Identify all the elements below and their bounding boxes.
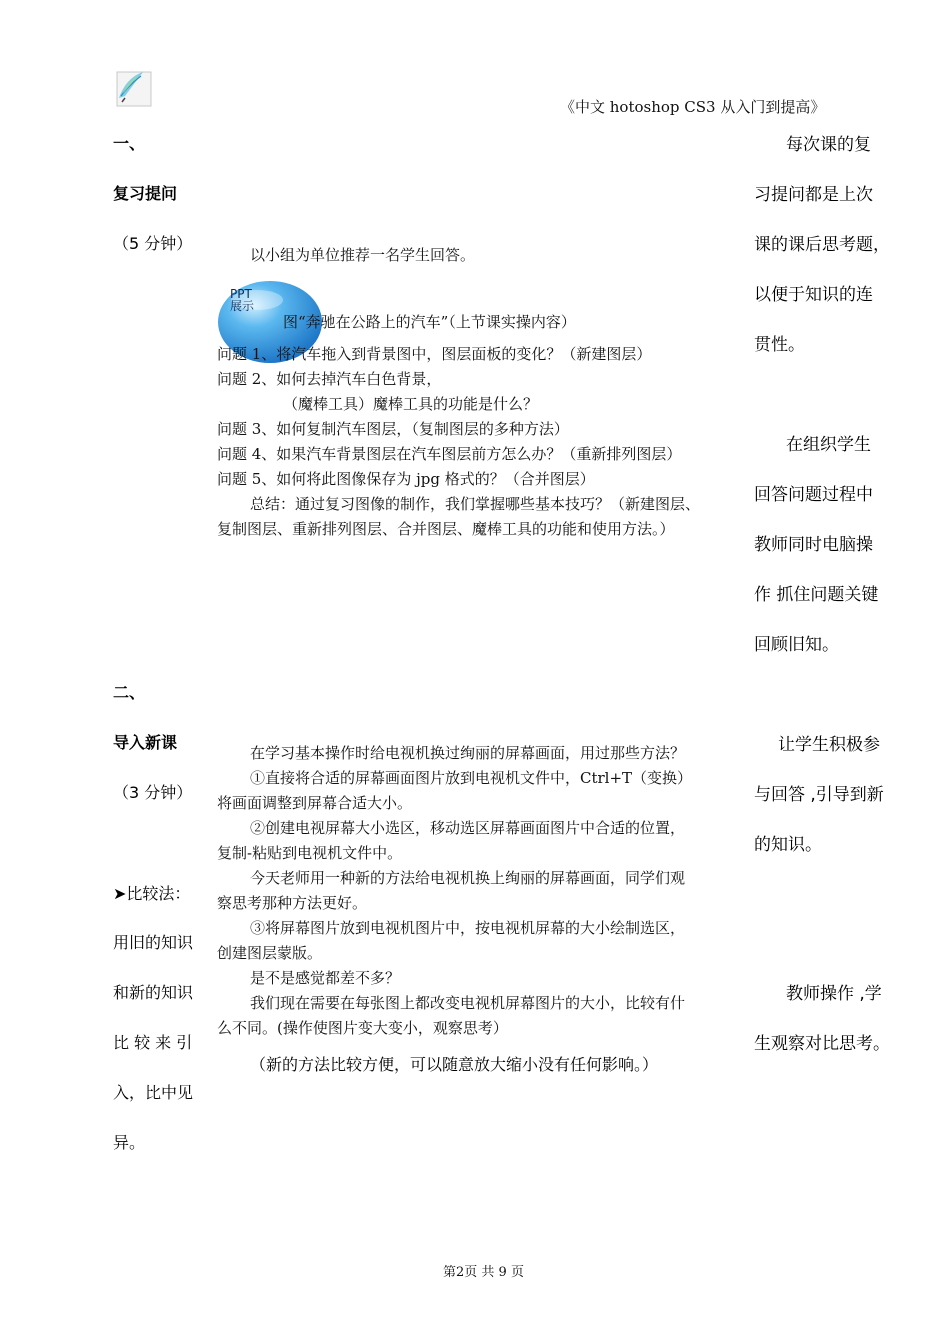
section2-title: 导入新课: [113, 733, 178, 752]
intro-paragraph-4-line1: 今天老师用一种新的方法给电视机换上绚丽的屏幕画面，同学们观: [250, 869, 686, 887]
note-line: 贯性。: [754, 335, 805, 355]
section2-time: （3 分钟）: [113, 783, 193, 802]
summary-line-1: 总结：通过复习图像的制作，我们掌握哪些基本技巧？（新建图层、: [250, 495, 701, 513]
note-line: 回答问题过程中: [754, 485, 873, 505]
review-intro: 以小组为单位推荐一名学生回答。: [250, 246, 476, 264]
intro-paragraph-4-line2: 察思考那种方法更好。: [217, 894, 368, 912]
ppt-label: [230, 288, 254, 312]
method-line: 异。: [113, 1133, 146, 1152]
method-line: 和新的知识: [113, 983, 194, 1002]
intro-paragraph-2-line1: ①直接将合适的屏幕画面图片放到电视机文件中，Ctrl+T（变换）: [250, 769, 693, 787]
method-line: 用旧的知识: [113, 933, 194, 952]
note-line: 每次课的复: [786, 135, 871, 155]
summary-line-2: 复制图层、重新排列图层、合并图层、魔棒工具的功能和使用方法。）: [217, 520, 675, 538]
feather-pen-icon: [113, 68, 153, 108]
note-line: 与回答 ,引导到新: [754, 785, 884, 805]
intro-paragraph-5-line2: 创建图层蒙版。: [217, 944, 323, 962]
section2-number: 二、: [113, 683, 146, 702]
intro-paragraph-7-line2: 么不同。(操作使图片变大变小，观察思考）: [217, 1019, 508, 1037]
intro-paragraph-7-line1: 我们现在需要在每张图上都改变电视机屏幕图片的大小，比较有什: [250, 994, 686, 1012]
section1-title: 复习提问: [113, 184, 178, 203]
method-line: 入，比中见: [113, 1083, 194, 1102]
question-2: 问题 2、如何去掉汽车白色背景，: [217, 370, 442, 388]
intro-paragraph-1: 在学习基本操作时给电视机换过绚丽的屏幕画面，用过那些方法？: [250, 744, 686, 762]
question-5: 问题 5、如何将此图像保存为 jpg 格式的？（合并图层）: [217, 470, 595, 488]
question-4: 问题 4、如果汽车背景图层在汽车图层前方怎么办？（重新排列图层）: [217, 445, 682, 463]
note-line: 教师操作 ,学: [786, 984, 882, 1004]
note-line: 以便于知识的连: [754, 285, 873, 305]
book-title: 《中文 hotoshop CS3 从入门到提高》: [560, 98, 826, 116]
note-line: 的知识。: [754, 835, 822, 855]
note-line: 课的课后思考题，: [754, 235, 890, 255]
intro-paragraph-3-line2: 复制-粘贴到电视机文件中。: [217, 844, 403, 862]
method-line: ➤比较法：: [113, 884, 191, 903]
intro-paragraph-6: 是不是感觉都差不多？: [250, 969, 401, 987]
image-caption: 图“奔驰在公路上的汽车”（上节课实操内容）: [283, 313, 576, 331]
ppt-label-line1: PPT: [230, 287, 252, 301]
note-line: 习提问都是上次: [754, 185, 873, 205]
ppt-label-line2: 展示: [230, 299, 255, 313]
page-footer: 第2页 共 9 页: [443, 1265, 524, 1280]
intro-paragraph-2-line2: 将画面调整到屏幕合适大小。: [217, 794, 413, 812]
question-2-answer: （魔棒工具）魔棒工具的功能是什么？: [283, 395, 539, 413]
note-line: 教师同时电脑操: [754, 535, 873, 555]
intro-paragraph-5-line1: ③将屏幕图片放到电视机图片中，按电视机屏幕的大小绘制选区，: [250, 919, 686, 937]
method-line: 比 较 来 引: [113, 1033, 193, 1052]
note-line: 作 抓住问题关键: [754, 585, 879, 605]
note-line: 在组织学生: [786, 435, 871, 455]
intro-conclusion: （新的方法比较方便，可以随意放大缩小没有任何影响。）: [250, 1055, 659, 1074]
note-line: 让学生积极参: [778, 735, 880, 755]
note-line: 生观察对比思考。: [754, 1034, 890, 1054]
intro-paragraph-3-line1: ②创建电视屏幕大小选区，移动选区屏幕画面图片中合适的位置，: [250, 819, 686, 837]
question-1: 问题 1、将汽车拖入到背景图中，图层面板的变化？（新建图层）: [217, 345, 652, 363]
section1-number: 一、: [113, 134, 146, 153]
note-line: 回顾旧知。: [754, 635, 839, 655]
section1-time: （5 分钟）: [113, 234, 193, 253]
question-3: 问题 3、如何复制汽车图层，（复制图层的多种方法）: [217, 420, 569, 438]
